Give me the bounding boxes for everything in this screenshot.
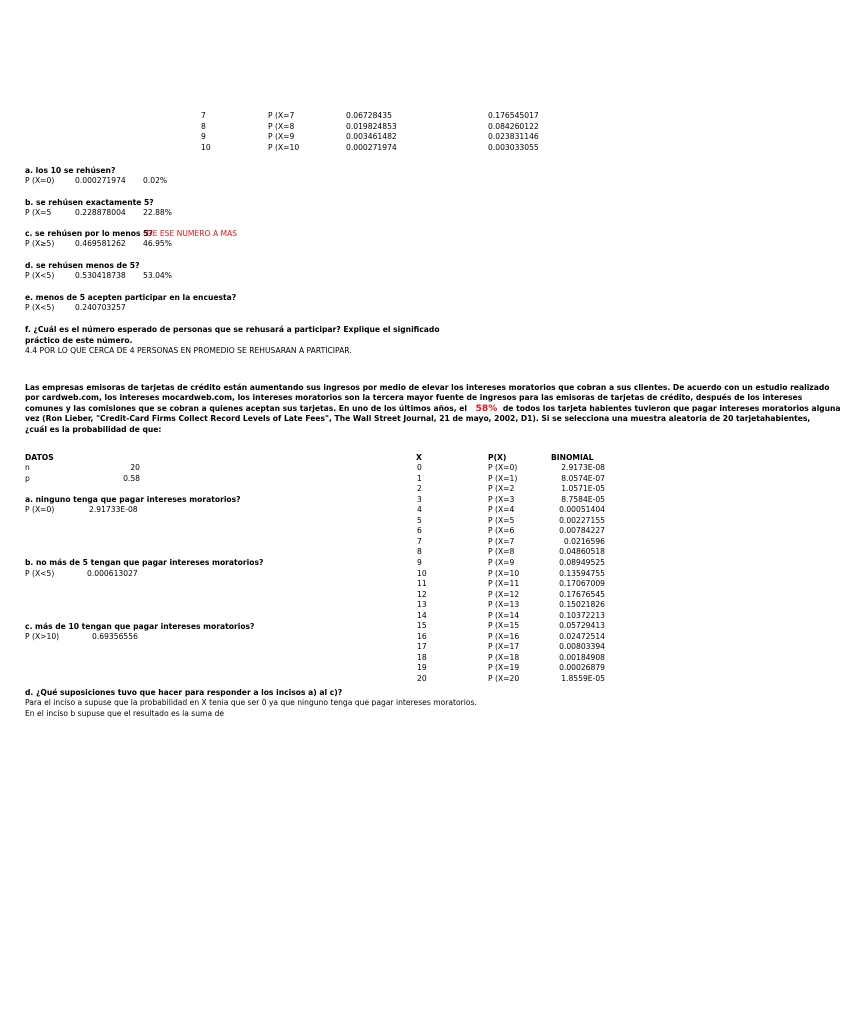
question-e-value: 0.240703257 bbox=[75, 303, 126, 312]
binom-row-x: 8 bbox=[417, 547, 422, 557]
question-b-title: b. se rehúsen exactamente 5? bbox=[25, 198, 154, 207]
top-row-prob: 0.019824853 bbox=[346, 121, 397, 131]
top-row-label: P (X=9 bbox=[268, 132, 295, 142]
question-e-label: P (X<5) bbox=[25, 303, 55, 312]
top-row-x: 10 bbox=[201, 142, 211, 152]
datos-n-label: n bbox=[25, 463, 30, 472]
question2-b-title: b. no más de 5 tengan que pagar intereses moratorios? bbox=[25, 558, 264, 567]
binom-row-label: P (X=11 bbox=[488, 579, 520, 589]
binom-row-label: P (X=9 bbox=[488, 557, 515, 567]
binom-row-label: P (X=18 bbox=[488, 652, 520, 662]
question-e-title: e. menos de 5 acepten participar en la encuesta? bbox=[25, 293, 237, 302]
paragraph-line3b: de todos los tarjeta habientes tuvieron que pagar intereses moratorios alguna bbox=[502, 404, 841, 413]
question2-a-value: 2.91733E-08 bbox=[89, 505, 138, 514]
question-d-title: d. se rehúsen menos de 5? bbox=[25, 261, 140, 270]
binom-row-x: 12 bbox=[417, 589, 427, 599]
binom-row-x: 11 bbox=[417, 579, 427, 589]
paragraph-line4: vez (Ron Lieber, "Credit-Card Firms Collect Record Levels of Late Fees", The Wall Street Journal, 21 de mayo, 2002, D1). Si se selecciona una muestra aleatoria de 20 tarjetahabientes, bbox=[25, 414, 811, 423]
question2-c-value: 0.69356556 bbox=[92, 632, 138, 641]
binom-row-label: P (X=6 bbox=[488, 526, 515, 536]
binom-row-x: 4 bbox=[417, 505, 422, 515]
paragraph-line2: por cardweb.com, los intereses mocardweb.com, los intereses moratorios son la tercera mayor fuente de ingresos para las emisoras de tarjetas de crédito, después de los intereses bbox=[25, 393, 803, 402]
question2-b-label: P (X<5) bbox=[25, 569, 55, 578]
question-a-percent: 0.02% bbox=[143, 176, 168, 185]
binom-row-label: P (X=3 bbox=[488, 494, 515, 504]
question-a-title: a. los 10 se rehúsen? bbox=[25, 166, 116, 175]
binom-row-x: 15 bbox=[417, 621, 427, 631]
binom-header-binomial: BINOMIAL bbox=[551, 453, 594, 462]
binom-row-label: P (X=14 bbox=[488, 610, 520, 620]
question-d-value: 0.530418738 bbox=[75, 271, 126, 280]
question-f-line2: práctico de este número. bbox=[25, 336, 133, 345]
binom-row-label: P (X=7 bbox=[488, 536, 515, 546]
binom-row-label: P (X=10 bbox=[488, 568, 520, 578]
binom-row-value: 0.17676545 bbox=[559, 589, 605, 599]
binom-row-x: 2 bbox=[417, 484, 422, 494]
datos-p-label: p bbox=[25, 474, 30, 483]
top-row-cum: 0.176545017 bbox=[488, 111, 539, 120]
top-row-cum: 0.023831146 bbox=[488, 132, 539, 142]
question-c-label: P (X≥5) bbox=[25, 239, 55, 248]
binom-row-value: 0.00184908 bbox=[559, 652, 605, 662]
binom-row-x: 14 bbox=[417, 610, 427, 620]
question2-d-title: d. ¿Qué suposiciones tuvo que hacer para responder a los incisos a) al c)? bbox=[25, 688, 343, 697]
top-row-cum: 0.003033055 bbox=[488, 142, 539, 152]
question-b-percent: 22.88% bbox=[143, 208, 172, 217]
datos-header: DATOS bbox=[25, 453, 54, 462]
question2-c-label: P (X>10) bbox=[25, 632, 60, 641]
paragraph-line3 bbox=[25, 404, 841, 414]
paragraph-percent: 58% bbox=[475, 404, 498, 414]
binom-row-x: 9 bbox=[417, 557, 422, 567]
binom-row-value: 8.7584E-05 bbox=[561, 494, 605, 504]
top-row-label: P (X=7 bbox=[268, 111, 295, 120]
binom-row-value: 1.0571E-05 bbox=[561, 484, 605, 494]
binom-row-label: P (X=16 bbox=[488, 631, 520, 641]
binom-header-px: P(X) bbox=[488, 453, 507, 462]
binom-row-label: P (X=4 bbox=[488, 505, 515, 515]
question-c-note: *DE ESE NUMERO A MAS bbox=[143, 229, 238, 238]
binom-row-label: P (X=8 bbox=[488, 547, 515, 557]
question2-c-title: c. más de 10 tengan que pagar intereses moratorios? bbox=[25, 622, 255, 631]
binom-row-value: 0.02472514 bbox=[559, 631, 605, 641]
binom-row-value: 0.04860518 bbox=[559, 547, 605, 557]
question-c-percent: 46.95% bbox=[143, 239, 172, 248]
top-row-label: P (X=10 bbox=[268, 142, 300, 152]
binom-row-label: P (X=13 bbox=[488, 600, 520, 610]
question-d-percent: 53.04% bbox=[143, 271, 172, 280]
question2-a-label: P (X=0) bbox=[25, 505, 55, 514]
binom-row-x: 18 bbox=[417, 652, 427, 662]
binom-row-x: 5 bbox=[417, 515, 422, 525]
binom-row-label: P (X=15 bbox=[488, 621, 520, 631]
binom-row-label: P (X=1) bbox=[488, 473, 518, 483]
question-c-title: c. se rehúsen por lo menos 5? bbox=[25, 229, 153, 238]
binom-row-x: 1 bbox=[417, 473, 422, 483]
datos-p-value: 0.58 bbox=[123, 474, 140, 483]
question-f-line1: f. ¿Cuál es el número esperado de personas que se rehusará a participar? Explique el significado bbox=[25, 325, 440, 334]
binom-row-label: P (X=19 bbox=[488, 663, 520, 673]
binom-header-x: X bbox=[416, 453, 422, 462]
binom-row-value: 0.0216596 bbox=[563, 536, 605, 546]
question2-a-title: a. ninguno tenga que pagar intereses moratorios? bbox=[25, 495, 241, 504]
paragraph-line1: Las empresas emisoras de tarjetas de crédito están aumentando sus ingresos por medio de elevar los intereses moratorios que cobran a sus clientes. De acuerdo con un estudio realizado bbox=[25, 383, 830, 392]
question-c-value: 0.469581262 bbox=[75, 239, 126, 248]
binom-row-value: 0.00784227 bbox=[559, 526, 605, 536]
question-a-label: P (X=0) bbox=[25, 176, 55, 185]
top-row-prob: 0.003461482 bbox=[346, 132, 397, 142]
top-row-x: 9 bbox=[201, 132, 206, 142]
question-a-value: 0.000271974 bbox=[75, 176, 126, 185]
binom-row-value: 0.10372213 bbox=[559, 610, 605, 620]
binom-row-x: 10 bbox=[417, 568, 427, 578]
question-b-label: P (X=5 bbox=[25, 208, 52, 217]
binom-row-x: 6 bbox=[417, 526, 422, 536]
question-d-label: P (X<5) bbox=[25, 271, 55, 280]
binom-row-label: P (X=5 bbox=[488, 515, 515, 525]
binom-row-x: 3 bbox=[417, 494, 422, 504]
question2-b-value: 0.000613027 bbox=[87, 569, 138, 578]
binom-row-x: 20 bbox=[417, 674, 427, 683]
binom-row-label: P (X=17 bbox=[488, 642, 520, 652]
binom-row-x: 0 bbox=[417, 463, 422, 472]
top-row-x: 8 bbox=[201, 121, 206, 131]
binom-row-value: 0.00227155 bbox=[559, 515, 605, 525]
binom-row-label: P (X=12 bbox=[488, 589, 520, 599]
binom-row-x: 17 bbox=[417, 642, 427, 652]
binom-row-x: 19 bbox=[417, 663, 427, 673]
binom-row-label: P (X=20 bbox=[488, 674, 520, 683]
binom-row-value: 0.15021826 bbox=[559, 600, 605, 610]
datos-n-value: 20 bbox=[130, 463, 140, 472]
top-row-prob: 0.06728435 bbox=[346, 111, 392, 120]
binom-row-value: 0.17067009 bbox=[559, 579, 605, 589]
binom-row-label: P (X=2 bbox=[488, 484, 515, 494]
binom-row-x: 13 bbox=[417, 600, 427, 610]
binom-row-value: 0.08949525 bbox=[559, 557, 605, 567]
binom-row-label: P (X=0) bbox=[488, 463, 518, 472]
question-f-answer: 4.4 POR LO QUE CERCA DE 4 PERSONAS EN PROMEDIO SE REHUSARAN A PARTICIPAR. bbox=[25, 346, 352, 355]
binom-row-value: 0.00051404 bbox=[559, 505, 605, 515]
question2-d-line1: Para el inciso a supuse que la probabilidad en X tenia que ser 0 ya que ninguno tenga que pagar intereses moratorios. bbox=[25, 698, 477, 707]
binom-row-value: 0.00803394 bbox=[559, 642, 605, 652]
top-row-label: P (X=8 bbox=[268, 121, 295, 131]
paragraph-line3a: comunes y las comisiones que se cobran a quienes aceptan sus tarjetas. En uno de los últimos años, el bbox=[25, 404, 468, 413]
binom-row-value: 0.00026879 bbox=[559, 663, 605, 673]
top-row-cum: 0.084260122 bbox=[488, 121, 539, 131]
binom-row-value: 0.13594755 bbox=[559, 568, 605, 578]
binom-row-value: 8.0574E-07 bbox=[561, 473, 605, 483]
binom-row-x: 7 bbox=[417, 536, 422, 546]
binom-row-value: 2.9173E-08 bbox=[561, 463, 605, 472]
question2-d-line2: En el inciso b supuse que el resultado es la suma de bbox=[25, 709, 224, 718]
top-row-x: 7 bbox=[201, 111, 206, 120]
paragraph-line5: ¿cuál es la probabilidad de que: bbox=[25, 425, 162, 434]
binom-row-x: 16 bbox=[417, 631, 427, 641]
binom-row-value: 1.8559E-05 bbox=[561, 674, 605, 683]
top-row-prob: 0.000271974 bbox=[346, 142, 397, 152]
binom-row-value: 0.05729413 bbox=[559, 621, 605, 631]
question-b-value: 0.228878004 bbox=[75, 208, 126, 217]
